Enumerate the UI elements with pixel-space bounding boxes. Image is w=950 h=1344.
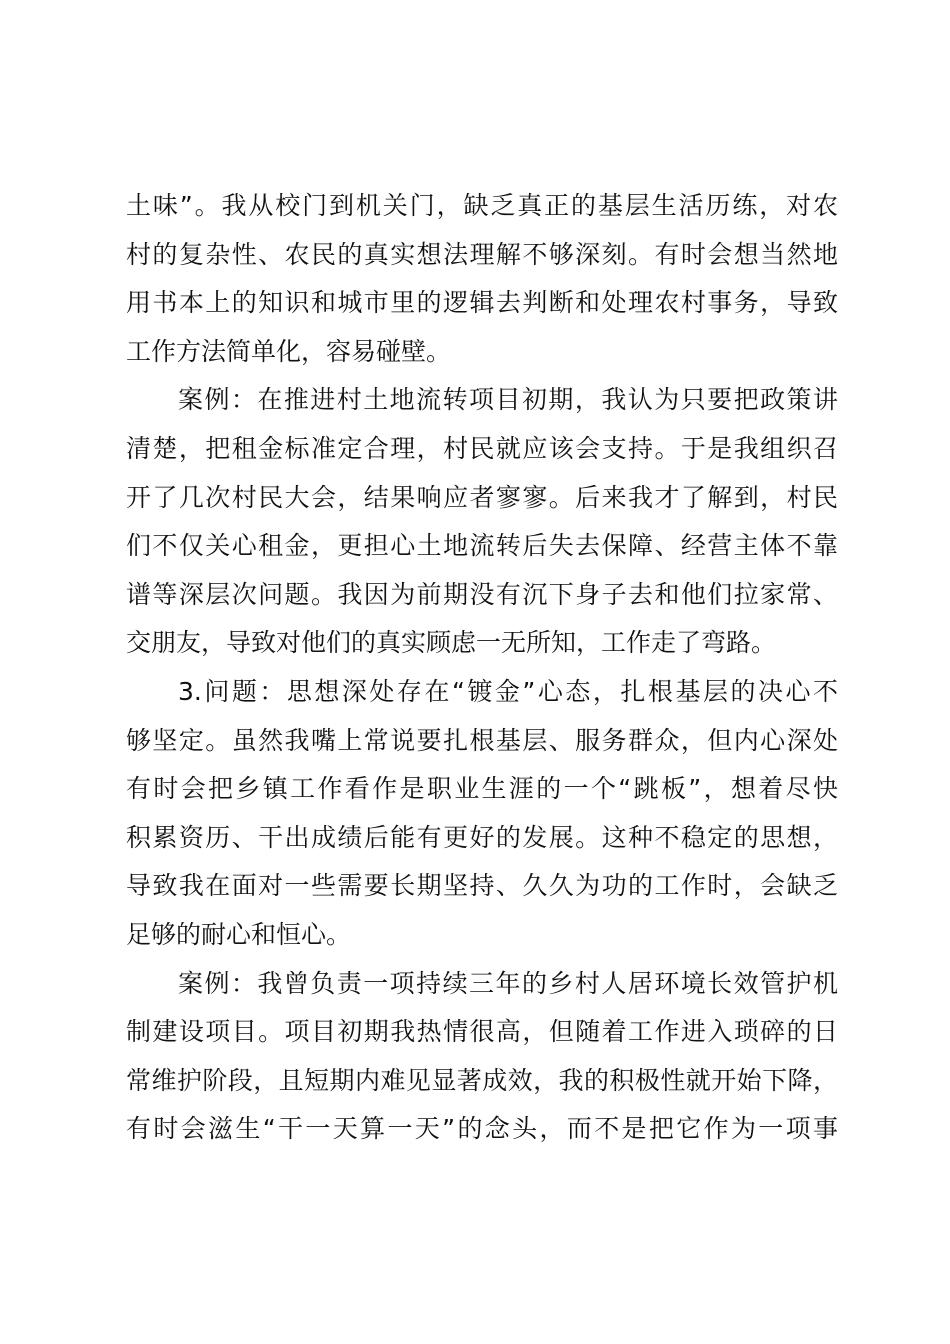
text-line: 村的复杂性、农民的真实想法理解不够深刻。有时会想当然地 [126,239,838,269]
text-line: 土味”。我从校门到机关门，缺乏真正的基层生活历练，对农 [126,191,838,220]
text-line: 积累资历、干出成绩后能有更好的发展。这种不稳定的思想， [126,822,838,852]
text-line: 开了几次村民大会，结果响应者寥寥。后来我才了解到，村民 [126,482,838,512]
text-line: 清楚，把租金标准定合理，村民就应该会支持。于是我组织召 [126,433,838,463]
text-line: 们不仅关心租金，更担心土地流转后失去保障、经营主体不靠 [126,531,838,561]
text-line: 导致我在面对一些需要长期坚持、久久为功的工作时，会缺乏 [126,871,838,901]
text-line: 交朋友，导致对他们的真实顾虑一无所知，工作走了弯路。 [126,628,777,658]
text-line: 工作方法简单化，容易碰壁。 [126,336,452,366]
text-line: 足够的耐心和恒心。 [126,919,352,949]
text-line: 制建设项目。项目初期我热情很高，但随着工作进入琐碎的日 [126,1017,838,1047]
text-line: 有时会滋生“干一天算一天”的念头，而不是把它作为一项事 [126,1114,838,1144]
text-line: 够坚定。虽然我嘴上常说要扎根基层、服务群众，但内心深处 [126,725,838,755]
text-line: 有时会把乡镇工作看作是职业生涯的一个“跳板”，想着尽快 [126,774,838,804]
text-line: 用书本上的知识和城市里的逻辑去判断和处理农村事务，导致 [126,288,838,318]
body-text [126,182,838,1154]
text-line: 谱等深层次问题。我因为前期没有沉下身子去和他们拉家常、 [126,579,838,609]
paragraph-start-line: 案例：在推进村土地流转项目初期，我认为只要把政策讲 [178,385,838,415]
paragraph-start-line: 案例：我曾负责一项持续三年的乡村人居环境长效管护机 [178,968,838,998]
paragraph-start-line: 3.问题：思想深处存在“镀金”心态，扎根基层的决心不 [178,676,838,706]
text-line: 常维护阶段，且短期内难见显著成效，我的积极性就开始下降， [126,1065,838,1095]
